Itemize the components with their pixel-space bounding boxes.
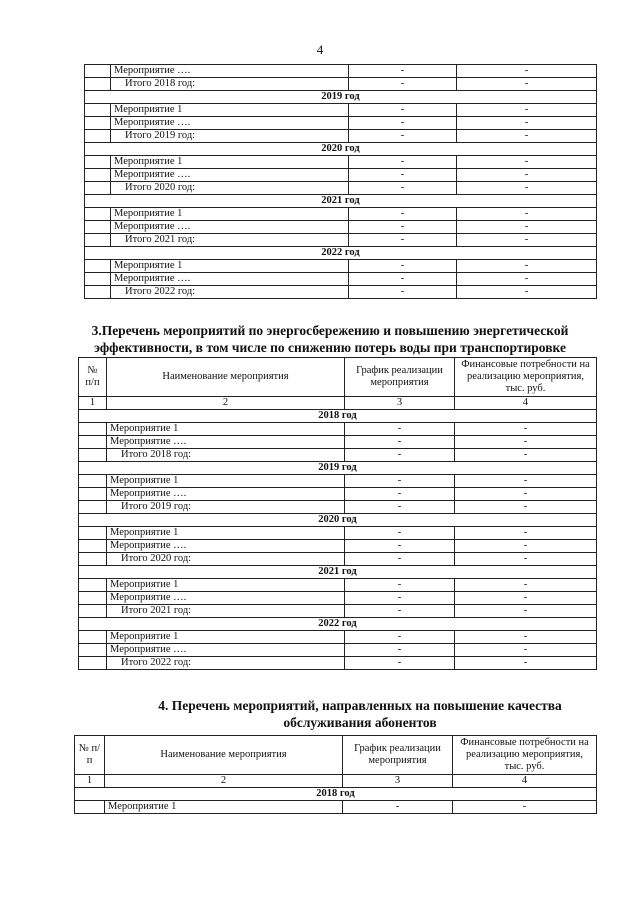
column-number-3: 3 — [345, 397, 455, 410]
header-name: Наименование мероприятия — [105, 736, 343, 775]
financing-cell: - — [455, 579, 597, 592]
year-label: 2020 год — [85, 143, 597, 156]
measure-name: Мероприятие 1 — [107, 527, 345, 540]
column-number-4: 4 — [455, 397, 597, 410]
financing-cell: - — [455, 592, 597, 605]
measure-name: Мероприятие …. — [107, 592, 345, 605]
section-3-title-line-2: эффективности, в том числе по снижению потерь воды при транспортировке — [94, 340, 566, 355]
financing-cell: - — [457, 221, 597, 234]
row-number-cell — [85, 286, 111, 299]
row-number-cell — [79, 605, 107, 618]
financing-cell: - — [457, 286, 597, 299]
year-row — [85, 195, 597, 208]
financing-cell: - — [457, 156, 597, 169]
year-label: 2019 год — [85, 91, 597, 104]
row-number-cell — [85, 130, 111, 143]
row-number-cell — [79, 592, 107, 605]
schedule-cell: - — [349, 78, 457, 91]
year-row — [75, 788, 597, 801]
financing-cell: - — [455, 488, 597, 501]
table-column-numbers-row — [79, 397, 597, 410]
row-number-cell — [79, 475, 107, 488]
measure-name: Мероприятие …. — [111, 273, 349, 286]
measure-name: Мероприятие 1 — [107, 631, 345, 644]
year-label: 2018 год — [79, 410, 597, 423]
measure-name: Мероприятие 1 — [111, 208, 349, 221]
table-row — [85, 117, 597, 130]
row-number-cell — [85, 78, 111, 91]
total-row — [85, 182, 597, 195]
row-number-cell — [85, 208, 111, 221]
financing-cell: - — [455, 553, 597, 566]
energy-efficiency-measures-table — [78, 357, 597, 670]
schedule-cell: - — [345, 605, 455, 618]
table-row — [85, 260, 597, 273]
total-label: Итого 2019 год: — [111, 130, 349, 143]
measure-name: Мероприятие …. — [107, 644, 345, 657]
row-number-cell — [79, 657, 107, 670]
financing-cell: - — [455, 657, 597, 670]
schedule-cell: - — [345, 631, 455, 644]
column-number-1: 1 — [75, 775, 105, 788]
financing-cell: - — [457, 130, 597, 143]
schedule-cell: - — [349, 234, 457, 247]
service-quality-measures-table — [74, 735, 597, 814]
row-number-cell — [79, 501, 107, 514]
header-number: № п/п — [79, 358, 107, 397]
row-number-cell — [79, 423, 107, 436]
total-row — [79, 657, 597, 670]
schedule-cell: - — [345, 423, 455, 436]
table-row — [79, 592, 597, 605]
row-number-cell — [79, 644, 107, 657]
year-row — [85, 143, 597, 156]
schedule-cell: - — [345, 527, 455, 540]
row-number-cell — [79, 436, 107, 449]
total-row — [79, 449, 597, 462]
financing-cell: - — [457, 273, 597, 286]
table-row — [85, 273, 597, 286]
financing-cell: - — [457, 260, 597, 273]
row-number-cell — [85, 169, 111, 182]
schedule-cell: - — [345, 488, 455, 501]
financing-cell: - — [455, 436, 597, 449]
table-row — [79, 475, 597, 488]
year-label: 2021 год — [79, 566, 597, 579]
total-label: Итого 2021 год: — [111, 234, 349, 247]
row-number-cell — [75, 801, 105, 814]
year-row — [79, 618, 597, 631]
financing-cell: - — [457, 182, 597, 195]
year-row — [79, 410, 597, 423]
total-label: Итого 2022 год: — [111, 286, 349, 299]
table-row — [79, 527, 597, 540]
row-number-cell — [85, 104, 111, 117]
schedule-cell: - — [349, 65, 457, 78]
schedule-cell: - — [345, 449, 455, 462]
measure-name: Мероприятие …. — [111, 221, 349, 234]
schedule-cell: - — [345, 475, 455, 488]
table-row — [79, 540, 597, 553]
schedule-cell: - — [349, 182, 457, 195]
schedule-cell: - — [349, 104, 457, 117]
schedule-cell: - — [345, 436, 455, 449]
row-number-cell — [79, 540, 107, 553]
measure-name: Мероприятие 1 — [107, 423, 345, 436]
total-label: Итого 2020 год: — [111, 182, 349, 195]
table-row — [79, 423, 597, 436]
financing-cell: - — [457, 208, 597, 221]
row-number-cell — [79, 449, 107, 462]
financing-cell: - — [457, 117, 597, 130]
row-number-cell — [79, 553, 107, 566]
measure-name: Мероприятие 1 — [107, 475, 345, 488]
measure-name: Мероприятие …. — [111, 117, 349, 130]
measure-name: Мероприятие 1 — [111, 156, 349, 169]
measure-name: Мероприятие 1 — [111, 104, 349, 117]
schedule-cell: - — [345, 501, 455, 514]
schedule-cell: - — [345, 553, 455, 566]
schedule-cell: - — [349, 286, 457, 299]
year-row — [85, 247, 597, 260]
column-number-2: 2 — [105, 775, 343, 788]
total-label: Итого 2020 год: — [107, 553, 345, 566]
table-row — [79, 579, 597, 592]
financing-cell: - — [455, 475, 597, 488]
table-row — [79, 631, 597, 644]
section-4-title-line-2: обслуживания абонентов — [283, 715, 437, 730]
row-number-cell — [85, 273, 111, 286]
year-row — [79, 462, 597, 475]
financing-cell: - — [455, 605, 597, 618]
row-number-cell — [85, 117, 111, 130]
financing-cell: - — [455, 449, 597, 462]
total-label: Итого 2022 год: — [107, 657, 345, 670]
header-schedule: График реализации мероприятия — [343, 736, 453, 775]
measure-name: Мероприятие …. — [107, 540, 345, 553]
schedule-cell: - — [349, 117, 457, 130]
row-number-cell — [85, 65, 111, 78]
measures-table-continued — [84, 64, 597, 299]
row-number-cell — [79, 527, 107, 540]
financing-cell: - — [455, 631, 597, 644]
table-row — [85, 65, 597, 78]
row-number-cell — [85, 156, 111, 169]
table-row — [85, 208, 597, 221]
section-4-title-line-1: 4. Перечень мероприятий, направленных на повышение качества — [158, 698, 562, 713]
column-number-3: 3 — [343, 775, 453, 788]
schedule-cell: - — [349, 260, 457, 273]
schedule-cell: - — [349, 169, 457, 182]
year-label: 2018 год — [75, 788, 597, 801]
table-row — [85, 169, 597, 182]
schedule-cell: - — [345, 644, 455, 657]
row-number-cell — [79, 488, 107, 501]
financing-cell: - — [455, 644, 597, 657]
row-number-cell — [85, 260, 111, 273]
schedule-cell: - — [349, 221, 457, 234]
schedule-cell: - — [345, 540, 455, 553]
table-row — [79, 436, 597, 449]
row-number-cell — [85, 221, 111, 234]
measure-name: Мероприятие …. — [111, 169, 349, 182]
table-row — [85, 104, 597, 117]
financing-cell: - — [455, 527, 597, 540]
financing-cell: - — [455, 501, 597, 514]
table-row — [75, 801, 597, 814]
table-column-numbers-row — [75, 775, 597, 788]
row-number-cell — [85, 182, 111, 195]
schedule-cell: - — [349, 273, 457, 286]
schedule-cell: - — [345, 592, 455, 605]
section-3-title — [60, 322, 600, 356]
table-header-row — [75, 736, 597, 775]
year-row — [79, 566, 597, 579]
table-row — [85, 156, 597, 169]
total-row — [79, 553, 597, 566]
header-number: № п/п — [75, 736, 105, 775]
total-row — [85, 234, 597, 247]
row-number-cell — [85, 234, 111, 247]
measure-name: Мероприятие 1 — [105, 801, 343, 814]
table-row — [79, 488, 597, 501]
page-number: 4 — [316, 42, 324, 57]
measure-name: Мероприятие 1 — [107, 579, 345, 592]
total-row — [79, 605, 597, 618]
financing-cell: - — [453, 801, 597, 814]
financing-cell: - — [455, 423, 597, 436]
schedule-cell: - — [349, 208, 457, 221]
schedule-cell: - — [345, 579, 455, 592]
year-label: 2019 год — [79, 462, 597, 475]
year-label: 2022 год — [79, 618, 597, 631]
table-header-row — [79, 358, 597, 397]
measure-name: Мероприятие …. — [107, 436, 345, 449]
column-number-1: 1 — [79, 397, 107, 410]
section-3-title-line-1: 3.Перечень мероприятий по энергосбережению и повышению энергетической — [91, 323, 569, 338]
total-label: Итого 2018 год: — [111, 78, 349, 91]
column-number-4: 4 — [453, 775, 597, 788]
year-label: 2020 год — [79, 514, 597, 527]
financing-cell: - — [457, 169, 597, 182]
total-row — [85, 78, 597, 91]
year-row — [79, 514, 597, 527]
header-name: Наименование мероприятия — [107, 358, 345, 397]
total-label: Итого 2019 год: — [107, 501, 345, 514]
total-row — [79, 501, 597, 514]
financing-cell: - — [457, 78, 597, 91]
table-row — [85, 221, 597, 234]
schedule-cell: - — [345, 657, 455, 670]
total-row — [85, 130, 597, 143]
header-financing: Финансовые потребности на реализацию мероприятия, тыс. руб. — [455, 358, 597, 397]
schedule-cell: - — [349, 156, 457, 169]
year-label: 2021 год — [85, 195, 597, 208]
column-number-2: 2 — [107, 397, 345, 410]
measure-name: Мероприятие …. — [107, 488, 345, 501]
total-row — [85, 286, 597, 299]
total-label: Итого 2021 год: — [107, 605, 345, 618]
row-number-cell — [79, 579, 107, 592]
year-row — [85, 91, 597, 104]
section-4-title — [110, 697, 610, 731]
year-label: 2022 год — [85, 247, 597, 260]
measure-name: Мероприятие 1 — [111, 260, 349, 273]
financing-cell: - — [457, 234, 597, 247]
total-label: Итого 2018 год: — [107, 449, 345, 462]
financing-cell: - — [457, 104, 597, 117]
table-row — [79, 644, 597, 657]
header-financing: Финансовые потребности на реализацию мероприятия, тыс. руб. — [453, 736, 597, 775]
row-number-cell — [79, 631, 107, 644]
schedule-cell: - — [349, 130, 457, 143]
financing-cell: - — [457, 65, 597, 78]
header-schedule: График реализации мероприятия — [345, 358, 455, 397]
financing-cell: - — [455, 540, 597, 553]
schedule-cell: - — [343, 801, 453, 814]
measure-name: Мероприятие …. — [111, 65, 349, 78]
